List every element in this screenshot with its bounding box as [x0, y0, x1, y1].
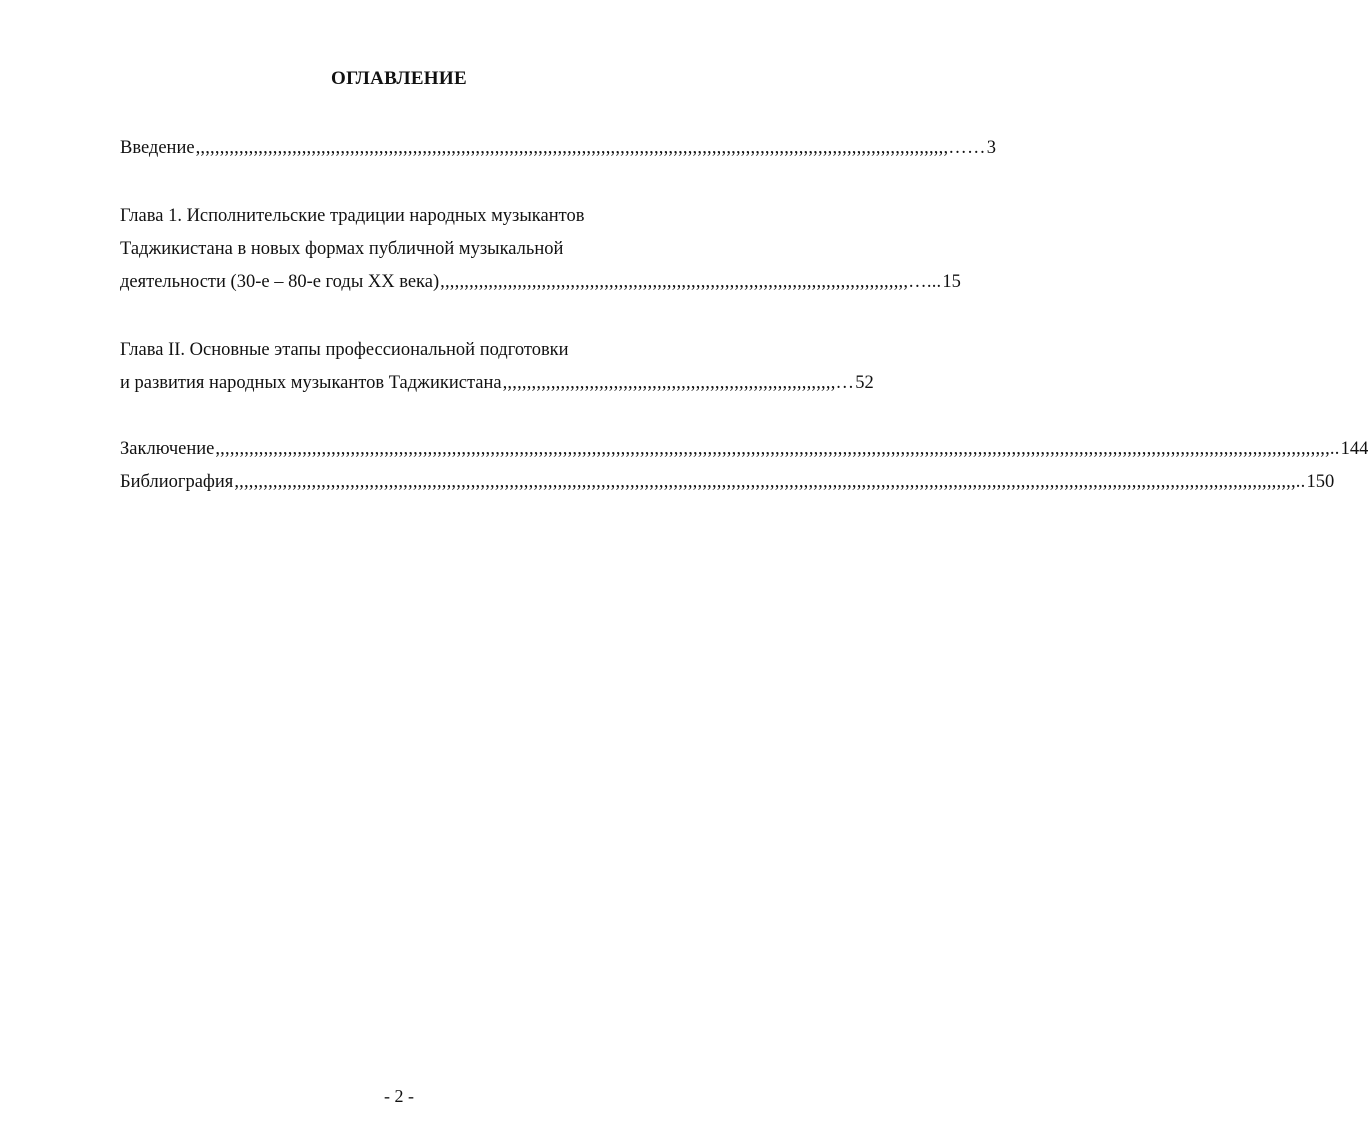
toc-entry-label: Заключение: [120, 439, 215, 459]
toc-entry-chapter1[interactable]: [120, 270, 961, 294]
toc-entry-label: Введение: [120, 138, 195, 158]
toc-leader: ,,,,,,,,,,,,,,,,,,,,,,,,,,,,,,,,,,,,,,,,,,,,,,,,,,,,,,,,,,,,,,,,,,,,,,,,,,,,,,,,,,,,,,,,,,,,,,,,,,,,,,,,,,,,,,,,,,,,,,,,,,,,,,,,,,,,,,,,,,,,,,,,,,,,,,,,,,,,,,,,,,,,,,,,,,,,,,,,,,,,,,,,,,,,,,,,,,,,,,,,,,,,,,,,,,,,,,,,,,,,,,,,,,,,,,,..: [215, 439, 1340, 459]
toc-page-number: 144: [1340, 439, 1368, 459]
toc-page-number: 150: [1306, 472, 1335, 492]
toc-entry-intro[interactable]: [120, 136, 996, 160]
toc-entry-conclusion[interactable]: [120, 437, 1368, 461]
toc-leader: ,,,,,,,,,,,,,,,,,,,,,,,,,,,,,,,,,,,,,,,,,,,,,,,,,,,,,,,,,,,,,,,,,,,,,…: [502, 373, 855, 393]
page-title: ОГЛАВЛЕНИЕ: [331, 68, 467, 89]
toc-page-number: 15: [942, 272, 961, 292]
toc-entry-bibliography[interactable]: [120, 470, 1335, 494]
toc-entry-label: и развития народных музыкантов Таджикистана: [120, 373, 502, 393]
toc-page-number: 3: [986, 138, 996, 158]
toc-chapter2-line1[interactable]: Глава II. Основные этапы профессиональной подготовки: [120, 340, 569, 360]
toc-entry-label: Библиография: [120, 472, 234, 492]
toc-leader: ,,,,,,,,,,,,,,,,,,,,,,,,,,,,,,,,,,,,,,,,,,,,,,,,,,,,,,,,,,,,,,,,,,,,,,,,,,,,,,,,,,,,,,,,,,,,,,,,,…...: [440, 272, 942, 292]
toc-page-number: 52: [855, 373, 874, 393]
toc-leader: ,,,,,,,,,,,,,,,,,,,,,,,,,,,,,,,,,,,,,,,,,,,,,,,,,,,,,,,,,,,,,,,,,,,,,,,,,,,,,,,,,,,,,,,,,,,,,,,,,,,,,,,,,,,,,,,,,,,,,,,,,,,,,,,,,,,,,,,,,,,,,,,,,,,,,,,,,,,,……: [195, 138, 986, 158]
toc-chapter1-line2[interactable]: Таджикистана в новых формах публичной музыкальной: [120, 239, 564, 259]
toc-entry-label: деятельности (30-е – 80-е годы XX века): [120, 272, 440, 292]
toc-leader: ,,,,,,,,,,,,,,,,,,,,,,,,,,,,,,,,,,,,,,,,,,,,,,,,,,,,,,,,,,,,,,,,,,,,,,,,,,,,,,,,,,,,,,,,,,,,,,,,,,,,,,,,,,,,,,,,,,,,,,,,,,,,,,,,,,,,,,,,,,,,,,,,,,,,,,,,,,,,,,,,,,,,,,,,,,,,,,,,,,,,,,,,,,,,,,,,,,,,,,,,,,,,,,,,,,,,,,,,,,,,..: [234, 472, 1306, 492]
toc-entry-chapter2[interactable]: [120, 371, 874, 395]
toc-chapter1-line1[interactable]: Глава 1. Исполнительские традиции народных музыкантов: [120, 206, 585, 226]
page-number: - 2 -: [384, 1086, 414, 1106]
